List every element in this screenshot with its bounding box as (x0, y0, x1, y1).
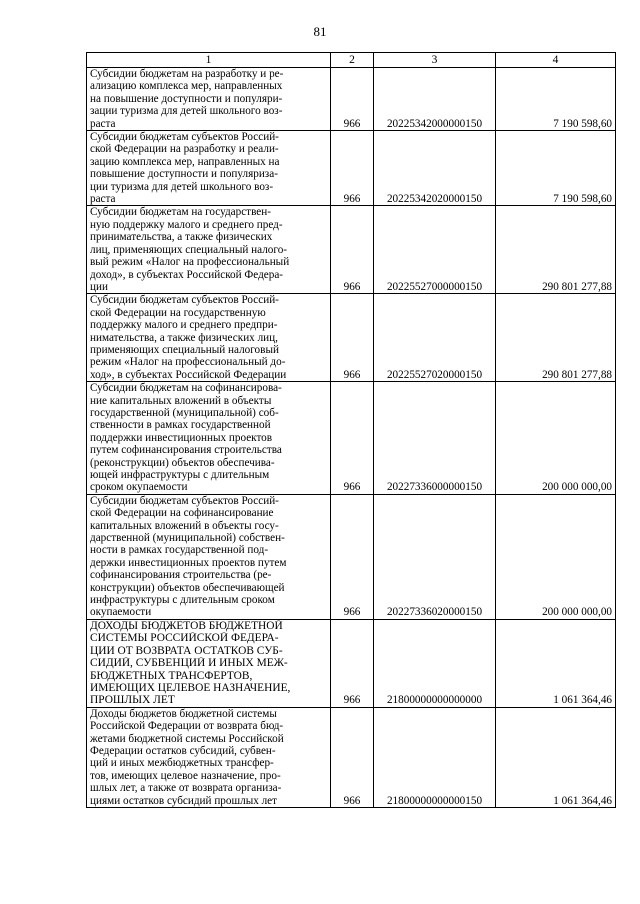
revenue-description (87, 131, 331, 206)
description-line: раста (90, 117, 116, 130)
description-line: применяющих специальный налоговый (90, 343, 279, 356)
description-line: ющей инфраструктуры с длительным (90, 469, 270, 481)
description-line: ности в рамках государственной под- (90, 544, 269, 557)
description-line: софинансирования строительства (ре- (90, 569, 272, 582)
amount: 200 000 000,00 (496, 494, 616, 619)
table-row (87, 206, 616, 294)
page-number: 81 (313, 24, 327, 39)
description-line: держки инвестиционных проектов путем (90, 556, 287, 569)
description-line: Субсидии бюджетам субъектов Россий- (90, 131, 279, 144)
description-line: доход», в субъектах Российской Федера- (90, 268, 284, 281)
administrator-code: 966 (331, 707, 374, 807)
revenue-description (87, 494, 331, 619)
amount: 7 190 598,60 (496, 131, 616, 206)
description-line: Федерации остатков субсидий, субвен- (90, 744, 276, 757)
description-line: окупаемости (90, 606, 152, 619)
revenue-classification-code: 20225342020000150 (374, 131, 496, 206)
column-header-2: 2 (331, 53, 374, 68)
description-line: зации туризма для детей школьного воз- (90, 105, 283, 118)
administrator-code: 966 (331, 68, 374, 131)
description-line: Субсидии бюджетам на государствен- (90, 206, 271, 219)
description-line: циями остатков субсидий прошлых лет (90, 794, 278, 807)
amount: 7 190 598,60 (496, 68, 616, 131)
table-row (87, 131, 616, 206)
description-line: СИДИЙ, СУБВЕНЦИЙ И ИНЫХ МЕЖ- (90, 657, 288, 670)
description-line: ции (90, 280, 108, 293)
administrator-code: 966 (331, 382, 374, 495)
description-line: ную поддержку малого и среднего пред- (90, 218, 283, 231)
description-line: ИМЕЮЩИХ ЦЕЛЕВОЕ НАЗНАЧЕНИЕ, (90, 681, 291, 694)
description-line: (реконструкции) объектов обеспечива- (90, 456, 275, 469)
revenue-classification-code: 20225527000000150 (374, 206, 496, 294)
description-line: шлых лет, а также от возврата организа- (90, 782, 282, 795)
column-header-1: 1 (87, 53, 331, 68)
table-row (87, 707, 616, 807)
table-header-row (87, 53, 616, 68)
description-line: СИСТЕМЫ РОССИЙСКОЙ ФЕДЕРА- (90, 632, 279, 645)
revenue-classification-code: 20227336020000150 (374, 494, 496, 619)
description-line: ций и иных межбюджетных трансфер- (90, 757, 274, 770)
administrator-code: 966 (331, 619, 374, 707)
revenue-classification-code: 20225342000000150 (374, 68, 496, 131)
description-line: повышение доступности и популяриза- (90, 168, 278, 181)
revenue-classification-code: 21800000000000000 (374, 619, 496, 707)
description-line: зацию комплекса мер, направленных на (90, 155, 280, 168)
description-line: ской Федерации на софинансирование (90, 507, 274, 520)
description-line: вый режим «Налог на профессиональный (90, 256, 290, 269)
administrator-code: 966 (331, 206, 374, 294)
revenue-description (87, 707, 331, 807)
description-line: ние капитальных вложений в объекты (90, 394, 272, 407)
description-line: Субсидии бюджетам на разработку и ре- (90, 68, 284, 80)
amount: 200 000 000,00 (496, 382, 616, 495)
description-line: ственности в рамках государственной (90, 419, 271, 432)
revenue-classification-code: 20227336000000150 (374, 382, 496, 495)
administrator-code: 966 (331, 294, 374, 382)
description-line: Субсидии бюджетам на софинансирова- (90, 382, 282, 395)
description-line: путем софинансирования строительства (90, 444, 282, 457)
amount: 290 801 277,88 (496, 206, 616, 294)
revenue-description (87, 206, 331, 294)
revenue-description (87, 68, 331, 131)
description-line: государственной (муниципальной) соб- (90, 406, 279, 419)
description-line: ПРОШЛЫХ ЛЕТ (90, 694, 175, 707)
description-line: сроком окупаемости (90, 481, 188, 494)
revenue-description (87, 382, 331, 495)
description-line: Доходы бюджетов бюджетной системы (90, 707, 277, 720)
description-line: конструкции) объектов обеспечивающей (90, 581, 285, 594)
description-line: лиц, применяющих специальный налого- (90, 243, 288, 256)
description-line: принимательства, а также физических (90, 231, 273, 244)
description-line: Российской Федерации от возврата бюд- (90, 720, 284, 733)
description-line: Субсидии бюджетам субъектов Россий- (90, 294, 279, 307)
description-line: ализацию комплекса мер, направленных (90, 80, 283, 93)
description-line: инфраструктуры с длительным сроком (90, 594, 275, 607)
description-line: режим «Налог на профессиональный до- (90, 356, 286, 369)
description-line: дарственной (муниципальной) собствен- (90, 532, 285, 545)
table-row (87, 68, 616, 131)
amount: 1 061 364,46 (496, 707, 616, 807)
description-line: тов, имеющих целевое назначение, про- (90, 769, 281, 782)
description-line: ход», в субъектах Российской Федерации (90, 368, 287, 381)
table-row (87, 382, 616, 495)
description-line: ской Федерации на разработку и реали- (90, 143, 279, 156)
revenue-classification-code: 21800000000000150 (374, 707, 496, 807)
revenue-description (87, 294, 331, 382)
description-line: капитальных вложений в объекты госу- (90, 519, 279, 532)
revenue-classification-code: 20225527020000150 (374, 294, 496, 382)
revenue-description (87, 619, 331, 707)
description-line: на повышение доступности и популяри- (90, 92, 283, 105)
amount: 290 801 277,88 (496, 294, 616, 382)
description-line: ДОХОДЫ БЮДЖЕТОВ БЮДЖЕТНОЙ (90, 619, 283, 632)
budget-revenue-table (86, 52, 616, 808)
table-row (87, 494, 616, 619)
description-line: ЦИИ ОТ ВОЗВРАТА ОСТАТКОВ СУБ- (90, 644, 283, 657)
description-line: поддержки инвестиционных проектов (90, 431, 273, 444)
table-row (87, 294, 616, 382)
description-line: Субсидии бюджетам субъектов Россий- (90, 494, 279, 507)
description-line: ции туризма для детей школьного воз- (90, 180, 274, 193)
description-line: жетами бюджетной системы Российской (90, 732, 284, 745)
administrator-code: 966 (331, 131, 374, 206)
description-line: ской Федерации на государственную (90, 306, 266, 319)
column-header-3: 3 (374, 53, 496, 68)
column-header-4: 4 (496, 53, 616, 68)
description-line: поддержку малого и среднего предпри- (90, 319, 278, 332)
description-line: БЮДЖЕТНЫХ ТРАНСФЕРТОВ, (90, 669, 253, 682)
table-row (87, 619, 616, 707)
amount: 1 061 364,46 (496, 619, 616, 707)
description-line: нимательства, а также физических лиц, (90, 331, 278, 344)
administrator-code: 966 (331, 494, 374, 619)
table-body (87, 68, 616, 808)
description-line: раста (90, 193, 116, 206)
